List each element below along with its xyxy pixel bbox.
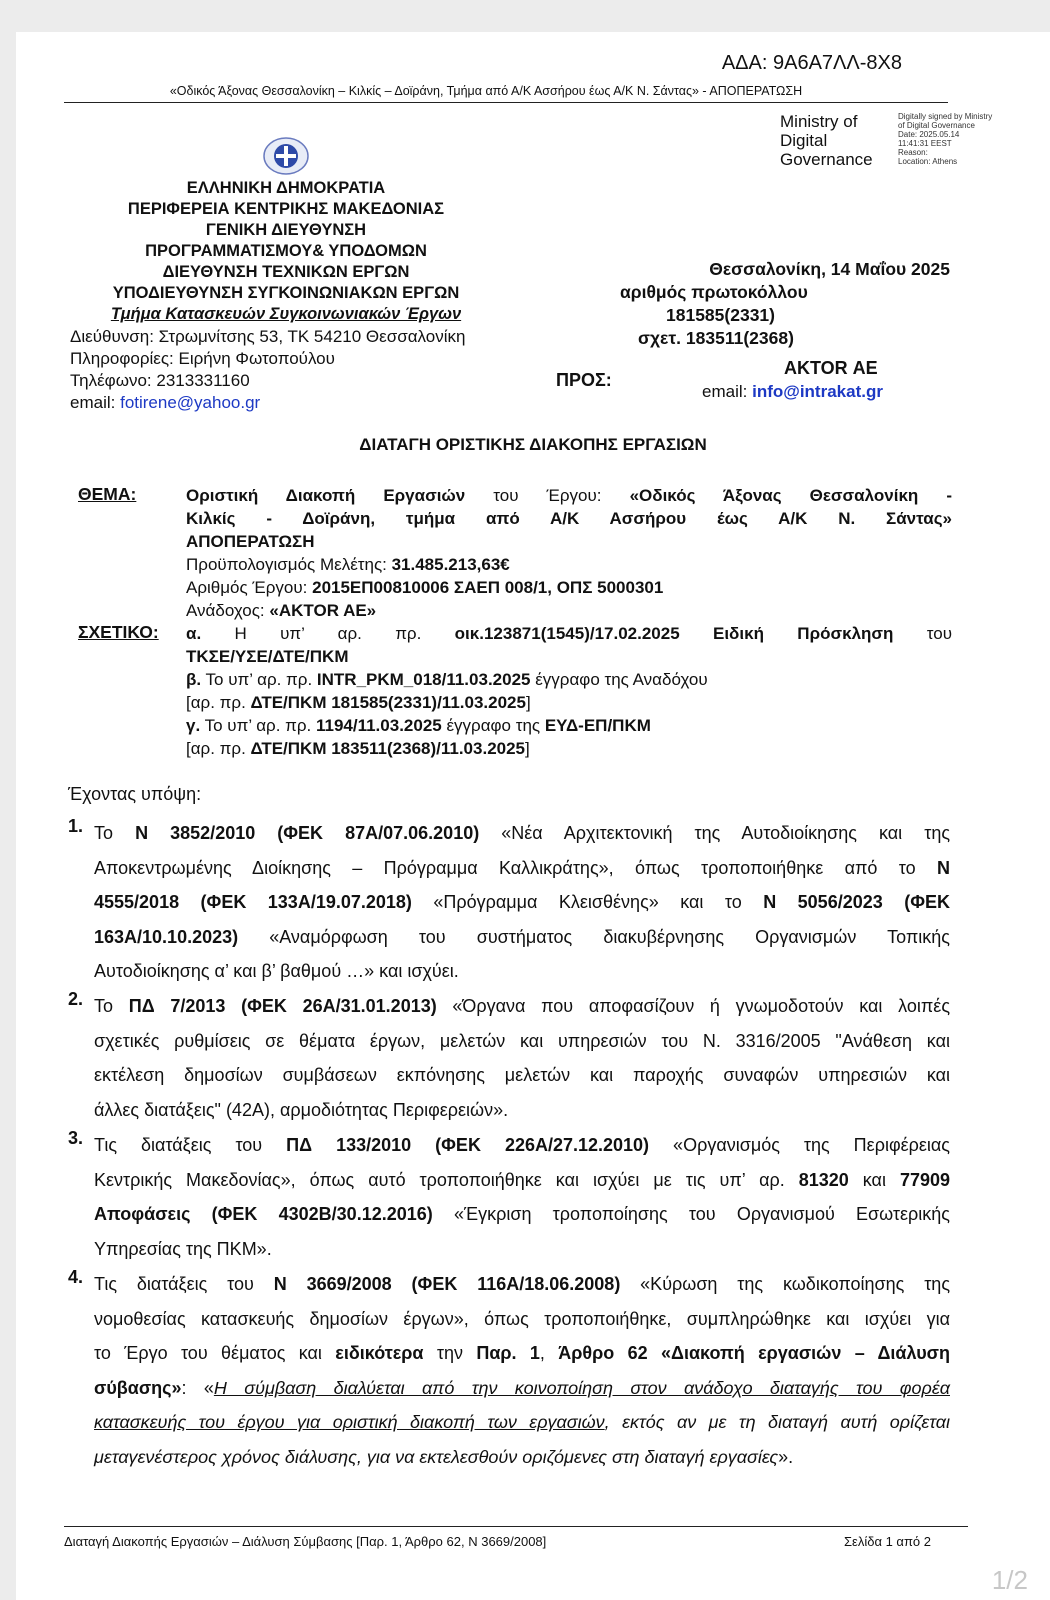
project-number-line: Αριθμός Έργου: 2015ΕΠ00810006 ΣΑΕΠ 008/1, ΟΠΣ 5000301 bbox=[186, 578, 664, 597]
list-item: Τις διατάξεις του ΠΔ 133/2010 (ΦΕΚ 226Α/27.12.2010) «Οργανισμός της Περιφέρειας Κεντρικής Μακεδονίας», όπως αυτό τροποποιήθηκε και ισχύει με τις υπ’ αρ. 81320 και 77909 Αποφάσεις (ΦΕΚ 4302Β/30.12.2016) «Έγκριση τροποποίησης του Οργανισμού Εσωτερικής Υπηρεσίας της ΠΚΜ». bbox=[94, 1135, 950, 1259]
page-number: Σελίδα 1 από 2 bbox=[844, 1534, 931, 1549]
footer-text: Διαταγή Διακοπής Εργασιών – Διάλυση Σύμβασης [Παρ. 1, Άρθρο 62, Ν 3669/2008] bbox=[64, 1534, 547, 1549]
header-rule bbox=[64, 102, 948, 103]
contractor-line: Ανάδοχος: «AKTOR AE» bbox=[186, 601, 377, 620]
recipient-email-link[interactable]: info@intrakat.gr bbox=[752, 382, 883, 401]
document-page bbox=[16, 32, 1050, 1600]
related-body: α. Η υπ’ αρ. πρ. οικ.123871(1545)/17.02.2025 Ειδική Πρόσκληση του ΤΚΣΕ/ΥΣΕ/ΔΤΕ/ΠΚΜ β. Το υπ’ αρ. πρ. INTR_PKM_018/11.03.2025 έγγραφο της Αναδόχου [αρ. πρ. ΔΤΕ/ΠΚΜ 181585(2331)/11.03.2025] γ. Το υπ’ αρ. πρ. 1194/11.03.2025 έγγραφο της ΕΥΔ-ΕΠ/ΠΚΜ [αρ. πρ. ΔΤΕ/ΠΚΜ 183511(2368)/11.03.2025] bbox=[186, 624, 952, 758]
recipient-name: ΑΚΤΟR ΑΕ bbox=[784, 358, 878, 378]
item-number: 2. bbox=[68, 989, 84, 1009]
list-item: Το ΠΔ 7/2013 (ΦΕΚ 26Α/31.01.2013) «Όργανα που αποφασίζουν ή γνωμοδοτούν και λοιπές σχετικές ρυθμίσεις σε θέματα έργων, μελετών και υπηρεσιών του Ν. 3316/2005 "Ανάθεση και εκτέλεση δημοσίων συμβάσεων εκπόνησης μελετών και παροχής συναφών υπηρεσιών και άλλες διατάξεις" (42Α), αρμοδιότητας Περιφερειών». bbox=[94, 996, 950, 1120]
related-label: ΣΧΕΤΙΚΟ: bbox=[78, 622, 159, 642]
recipient-email: email: info@intrakat.gr bbox=[702, 382, 883, 401]
page-indicator: 1/2 bbox=[991, 1565, 1028, 1595]
list-item: Τις διατάξεις του Ν 3669/2008 (ΦΕΚ 116Α/18.06.2008) «Κύρωση της κωδικοποίησης της νομοθεσίας κατασκευής δημοσίων έργων», όπως τροποποιήθηκε, συμπληρώθηκε και ισχύει για το Έργο του θέματος και ειδικότερα την Παρ. 1, Άρθρο 62 «Διακοπή εργασιών – Διάλυση σύβασης»: «Η σύμβαση διαλύεται από την κοινοποίηση στον ανάδοχο διαταγής του φορέα κατασκευής του έργου για οριστική διακοπή των εργασιών, εκτός αν με τη διαταγή αυτή ορίζεται μεταγενέστερος χρόνος διάλυσης, για να εκτελεσθούν οριζόμενες στη διαταγή εργασίες». bbox=[94, 1274, 950, 1467]
protocol-number: 181585(2331) bbox=[666, 305, 775, 325]
date-protocol-block: Θεσσαλονίκη, 14 Μαΐου 2025 αριθμός πρωτοκόλλου 181585(2331) σχετ. 183511(2368) bbox=[614, 258, 974, 350]
list-item: Το Ν 3852/2010 (ΦΕΚ 87Α/07.06.2010) «Νέα Αρχιτεκτονική της Αυτοδιοίκησης και της Αποκεντρωμένης Διοίκησης – Πρόγραμμα Καλλικράτης», όπως τροποποιήθηκε από το Ν 4555/2018 (ΦΕΚ 133Α/19.07.2018) «Πρόγραμμα Κλεισθένης» και το Ν 5056/2023 (ΦΕΚ 163Α/10.10.2023) «Αναμόρφωση του συστήματος διακυβέρνησης Οργανισμών Τοπικής Αυτοδιοίκησης α’ και β’ βαθμού …» και ισχύει. bbox=[94, 823, 951, 981]
recipient-label: ΠΡΟΣ: bbox=[556, 370, 612, 390]
document-title: ΔΙΑΤΑΓΗ ΟΡΙΣΤΙΚΗΣ ΔΙΑΚΟΠΗΣ ΕΡΓΑΣΙΩΝ bbox=[359, 435, 707, 454]
item-number: 1. bbox=[68, 816, 84, 836]
budget-line: Προϋπολογισμός Μελέτης: 31.485.213,63€ bbox=[186, 555, 510, 574]
sender-info: Πληροφορίες: Ειρήνη Φωτοπούλου bbox=[70, 349, 335, 368]
sender-header: ΕΛΛΗΝΙΚΗ ΔΗΜΟΚΡΑΤΙΑ ΠΕΡΙΦΕΡΕΙΑ ΚΕΝΤΡΙΚΗΣ ΜΑΚΕΔΟΝΙΑΣ ΓΕΝΙΚΗ ΔΙΕΥΘΥΝΣΗ ΠΡΟΓΡΑΜΜΑΤΙΣΜΟΥ& ΥΠΟΔΟΜΩΝ ΔΙΕΥΘΥΝΣΗ ΤΕΧΝΙΚΩΝ ΕΡΓΩΝ ΥΠΟΔΙΕΥΘΥΝΣΗ ΣΥΓΚΟΙΝΩΝΙΑΚΩΝ ΕΡΓΩΝ Τμήμα Κατασκευών Συγκοινωνιακών Έργων bbox=[66, 178, 506, 325]
sender-phone: Τηλέφωνο: 2313331160 bbox=[70, 371, 250, 390]
document-date: Θεσσαλονίκη, 14 Μαΐου 2025 bbox=[709, 259, 950, 279]
related-protocol: σχετ. 183511(2368) bbox=[638, 328, 794, 348]
greek-emblem-icon bbox=[262, 136, 310, 181]
subject-label: ΘΕΜΑ: bbox=[78, 484, 137, 504]
sender-address: Διεύθυνση: Στρωμνίτσης 53, ΤΚ 54210 Θεσσαλονίκη bbox=[70, 327, 466, 346]
signature-ministry: Ministry of Digital Governance bbox=[780, 112, 873, 169]
project-header: «Οδικός Άξονας Θεσσαλονίκη – Κιλκίς – Δοϊράνη, Τμήμα από Α/Κ Ασσήρου έως Α/Κ Ν. Σάντας» - ΑΠΟΠΕΡΑΤΩΣΗ bbox=[169, 84, 803, 98]
sender-email-link[interactable]: fotirene@yahoo.gr bbox=[120, 393, 261, 412]
item-number: 4. bbox=[68, 1267, 84, 1287]
sender-contact: Διεύθυνση: Στρωμνίτσης 53, ΤΚ 54210 Θεσσαλονίκη Πληροφορίες: Ειρήνη Φωτοπούλου Τηλέφωνο: 2313331160 email: fotirene@yahoo.gr bbox=[70, 327, 466, 412]
footer-rule bbox=[64, 1526, 968, 1527]
signature-details: Digitally signed by Ministry of Digital Governance Date: 2025.05.14 11:41:31 EEST Reason: Location: Athens bbox=[898, 112, 993, 166]
considering-label: Έχοντας υπόψη: bbox=[68, 784, 202, 804]
subject-body: Οριστική Διακοπή Εργασιών του Έργου: «Οδικός Άξονας Θεσσαλονίκη - Κιλκίς - Δοϊράνη, τμήμα από Α/Κ Ασσήρου έως Α/Κ Ν. Σάντας» ΑΠΟΠΕΡΑΤΩΣΗ Προϋπολογισμός Μελέτης: 31.485.213,63€ Αριθμός Έργου: 2015ΕΠ00810006 ΣΑΕΠ 008/1, ΟΠΣ 5000301 Ανάδοχος: «AKTOR AE» bbox=[186, 486, 953, 620]
department-name: Τμήμα Κατασκευών Συγκοινωνιακών Έργων bbox=[110, 305, 462, 323]
item-number: 3. bbox=[68, 1128, 84, 1148]
ada-code: ΑΔΑ: 9Α6Α7ΛΛ-8Χ8 bbox=[721, 52, 902, 74]
